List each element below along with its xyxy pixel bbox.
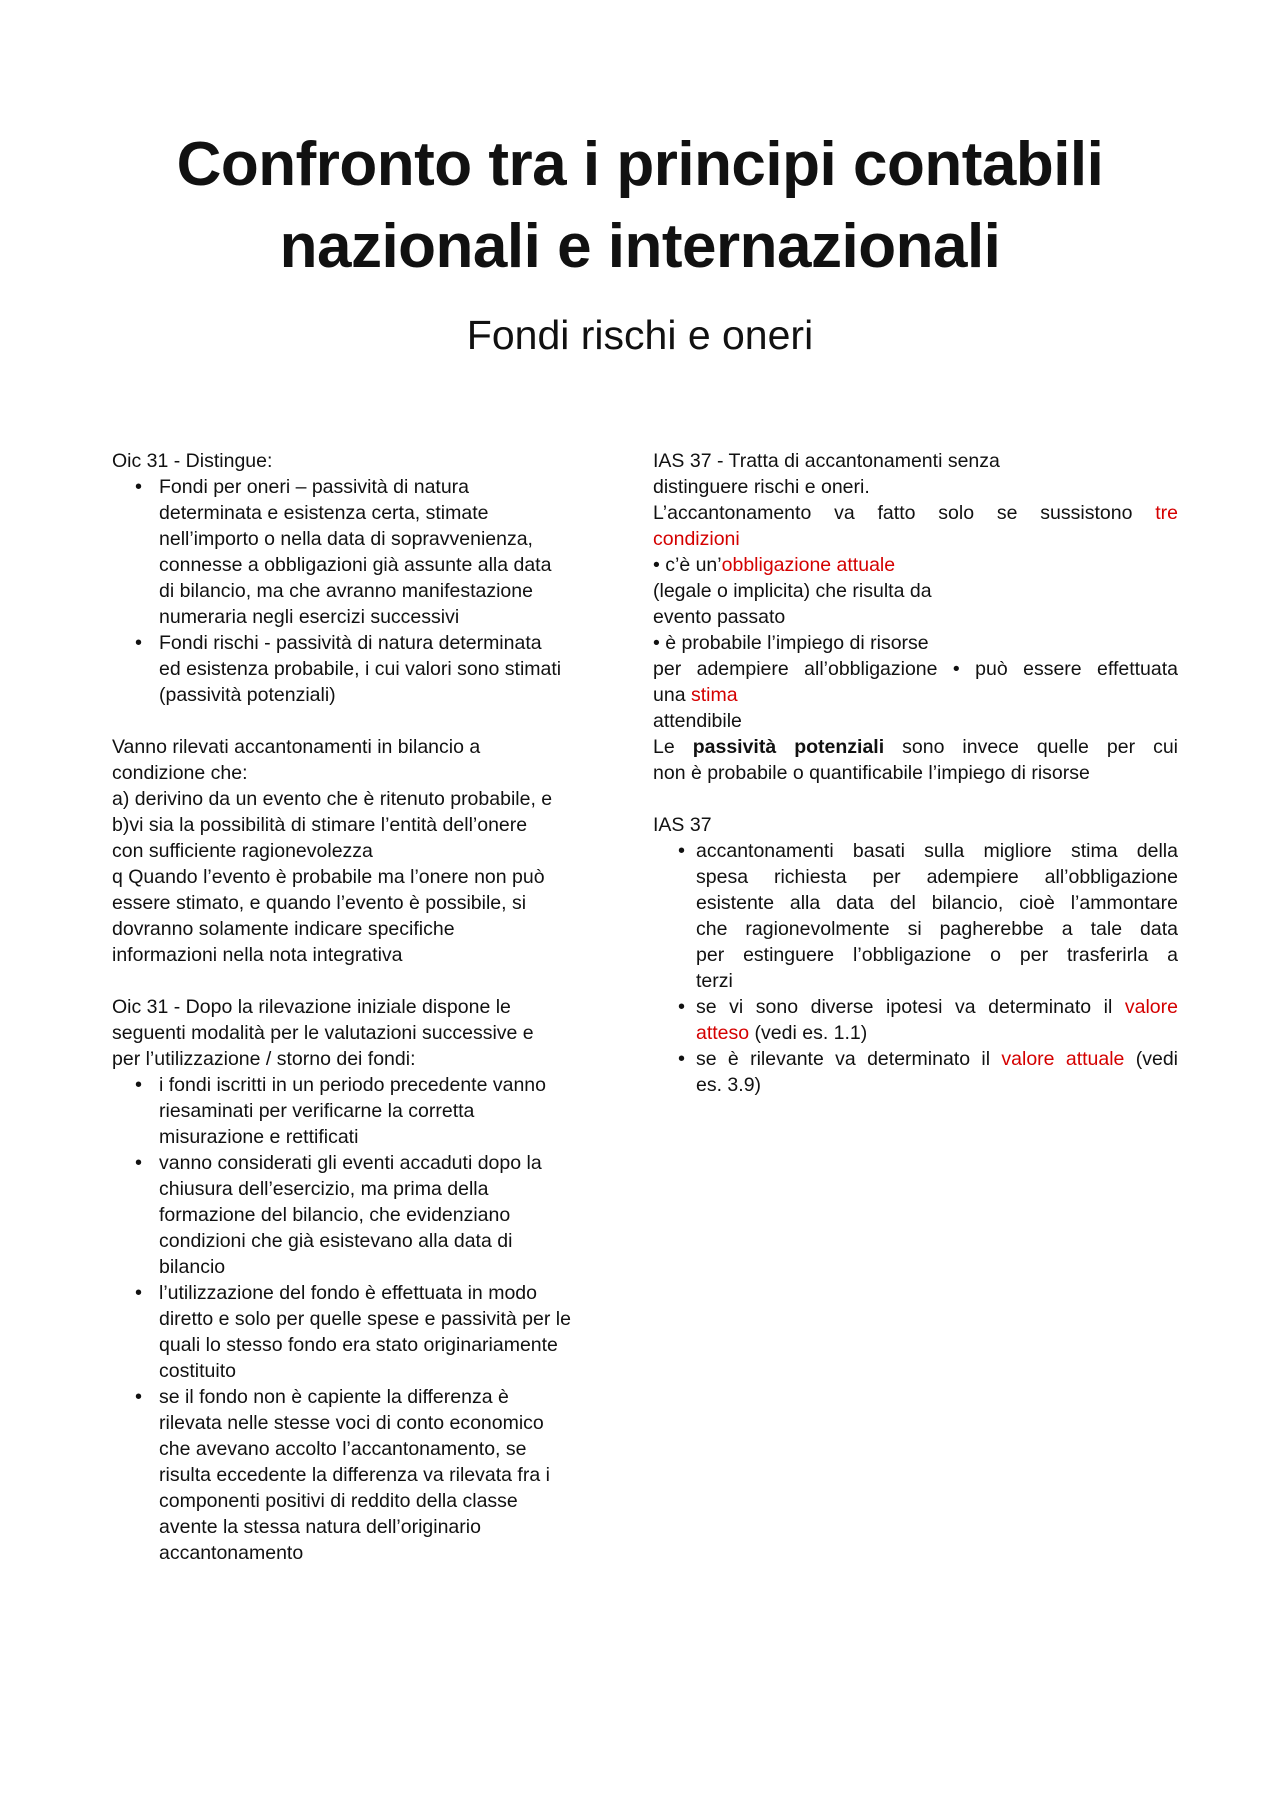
- text-run: seguenti modalità per le valutazioni successive e: [112, 1022, 534, 1044]
- left-column-oic31: [112, 448, 627, 1566]
- text-line: [159, 552, 627, 578]
- text-line: [159, 1072, 627, 1098]
- text-line: [653, 604, 1178, 630]
- text-run: componenti positivi di reddito della classe: [159, 1490, 518, 1512]
- text-line: [159, 1098, 627, 1124]
- text-line: [696, 890, 1178, 916]
- text-run: dovranno solamente indicare specifiche: [112, 918, 455, 940]
- text-run: vanno considerati gli eventi accaduti dopo la: [159, 1152, 542, 1174]
- text-run: una: [653, 684, 691, 706]
- spacer: [112, 968, 627, 994]
- text-line: [696, 838, 1178, 864]
- list-item: [653, 994, 1178, 1046]
- text-run: l’utilizzazione del fondo è effettuata in modo: [159, 1282, 537, 1304]
- text-run: (vedi es. 1.1): [749, 1022, 868, 1044]
- text-run: i fondi iscritti in un periodo precedente vanno: [159, 1074, 546, 1096]
- text-run: Oic 31 - Distingue:: [112, 450, 273, 472]
- text-run: IAS 37 - Tratta di accantonamenti senza: [653, 450, 1000, 472]
- text-run: Oic 31 - Dopo la rilevazione iniziale dispone le: [112, 996, 511, 1018]
- text-line: [696, 1020, 1178, 1046]
- text-line: [696, 1046, 1178, 1072]
- text-line: [159, 1358, 627, 1384]
- text-line: [112, 734, 627, 760]
- text-line: [112, 812, 627, 838]
- list-item: [112, 1150, 627, 1280]
- list-item: [112, 630, 627, 708]
- text-run: condizioni che già esistevano alla data di: [159, 1230, 513, 1252]
- text-line: [112, 1046, 627, 1072]
- text-run: • è probabile l’impiego di risorse: [653, 632, 929, 654]
- text-line: [653, 630, 1178, 656]
- text-run: di bilancio, ma che avranno manifestazione: [159, 580, 533, 602]
- paragraph: [112, 994, 627, 1072]
- text-line: [653, 500, 1178, 526]
- text-run: con sufficiente ragionevolezza: [112, 840, 373, 862]
- text-line: [653, 448, 1178, 474]
- text-line: [112, 890, 627, 916]
- text-run: L’accantonamento va fatto solo se sussistono: [653, 502, 1156, 524]
- title-line-2: nazionali e internazionali: [279, 212, 1001, 281]
- text-line: [112, 942, 627, 968]
- text-run: (legale o implicita) che risulta da: [653, 580, 932, 602]
- text-line: [159, 1488, 627, 1514]
- text-run: sono invece quelle per cui: [884, 736, 1179, 758]
- text-run: attendibile: [653, 710, 742, 732]
- text-line: [653, 526, 1178, 552]
- text-line: [696, 864, 1178, 890]
- highlighted-term: valore attuale: [1001, 1048, 1125, 1070]
- text-run: accantonamenti basati sulla migliore stima della: [696, 840, 1178, 862]
- text-run: distinguere rischi e oneri.: [653, 476, 870, 498]
- text-line: [159, 630, 627, 656]
- text-line: [653, 760, 1178, 786]
- bullet-icon: •: [678, 1048, 686, 1070]
- list-item: [653, 838, 1178, 994]
- text-run: per adempiere all’obbligazione • può essere effettuata: [653, 658, 1178, 680]
- spacer: [653, 786, 1178, 812]
- text-line: [159, 1462, 627, 1488]
- text-line: [159, 578, 627, 604]
- text-run: connesse a obbligazioni già assunte alla data: [159, 554, 552, 576]
- title-line-1: Confronto tra i principi contabili: [176, 130, 1104, 199]
- text-line: [159, 1202, 627, 1228]
- text-run: a) derivino da un evento che è ritenuto probabile, e: [112, 788, 553, 810]
- bullet-icon: •: [678, 996, 686, 1018]
- highlighted-term: valore: [1124, 996, 1178, 1018]
- text-run: costituito: [159, 1360, 236, 1382]
- text-line: [112, 864, 627, 890]
- text-run: Fondi rischi - passività di natura determinata: [159, 632, 542, 654]
- text-run: condizione che:: [112, 762, 248, 784]
- text-run: Le: [653, 736, 693, 758]
- paragraph: [653, 448, 1178, 786]
- text-run: q Quando l’evento è probabile ma l’onere non può: [112, 866, 545, 888]
- text-run: accantonamento: [159, 1542, 304, 1564]
- text-run: risulta eccedente la differenza va rilevata fra i: [159, 1464, 550, 1486]
- text-run: quali lo stesso fondo era stato originariamente: [159, 1334, 558, 1356]
- text-line: [159, 1280, 627, 1306]
- text-run: se vi sono diverse ipotesi va determinato il: [696, 996, 1125, 1018]
- text-run: formazione del bilancio, che evidenziano: [159, 1204, 511, 1226]
- text-run: se è rilevante va determinato il: [696, 1048, 1002, 1070]
- list-item: [653, 1046, 1178, 1098]
- text-line: [696, 994, 1178, 1020]
- text-run: per estinguere l’obbligazione o per trasferirla a: [696, 944, 1178, 966]
- text-line: [159, 1540, 627, 1566]
- text-line: [159, 1176, 627, 1202]
- spacer: [112, 708, 627, 734]
- text-run: non è probabile o quantificabile l’impiego di risorse: [653, 762, 1090, 784]
- text-line: [696, 1072, 1178, 1098]
- highlighted-term: obbligazione attuale: [721, 554, 896, 576]
- bold-term: passività potenziali: [692, 736, 885, 758]
- paragraph: [653, 812, 1178, 838]
- page-title: [0, 124, 1280, 288]
- text-line: [653, 474, 1178, 500]
- text-line: [159, 682, 627, 708]
- highlighted-term: atteso: [696, 1022, 750, 1044]
- bullet-icon: •: [135, 632, 143, 654]
- text-line: [653, 734, 1178, 760]
- bullet-icon: •: [135, 1282, 143, 1304]
- highlighted-term: tre: [1155, 502, 1178, 524]
- text-line: [653, 552, 1178, 578]
- text-run: nell’importo o nella data di sopravvenienza,: [159, 528, 533, 550]
- text-line: [159, 1254, 627, 1280]
- paragraph: [112, 734, 627, 968]
- text-line: [159, 1514, 627, 1540]
- text-line: [112, 448, 627, 474]
- text-line: [112, 1020, 627, 1046]
- text-run: diretto e solo per quelle spese e passività per le: [159, 1308, 571, 1330]
- bullet-icon: •: [135, 1074, 143, 1096]
- text-run: IAS 37: [653, 814, 712, 836]
- text-run: riesaminati per verificarne la corretta: [159, 1100, 475, 1122]
- text-run: rilevata nelle stesse voci di conto economico: [159, 1412, 544, 1434]
- bullet-icon: •: [135, 476, 143, 498]
- list-item: [112, 1072, 627, 1150]
- text-line: [112, 994, 627, 1020]
- text-run: spesa richiesta per adempiere all’obbligazione: [696, 866, 1178, 888]
- text-line: [112, 838, 627, 864]
- text-run: es. 3.9): [696, 1074, 762, 1096]
- text-line: [653, 578, 1178, 604]
- text-run: Fondi per oneri – passività di natura: [159, 476, 470, 498]
- text-run: (vedi: [1124, 1048, 1179, 1070]
- text-line: [159, 1384, 627, 1410]
- text-line: [653, 812, 1178, 838]
- text-run: terzi: [696, 970, 733, 992]
- text-run: • c’è un’: [653, 554, 722, 576]
- text-run: essere stimato, e quando l’evento è possibile, si: [112, 892, 527, 914]
- text-run: informazioni nella nota integrativa: [112, 944, 403, 966]
- bullet-icon: •: [135, 1386, 143, 1408]
- text-run: che avevano accolto l’accantonamento, se: [159, 1438, 527, 1460]
- text-run: b)vi sia la possibilità di stimare l’entità dell’onere: [112, 814, 528, 836]
- text-run: se il fondo non è capiente la differenza è: [159, 1386, 509, 1408]
- text-line: [159, 1332, 627, 1358]
- paragraph: [112, 448, 627, 474]
- text-run: esistente alla data del bilancio, cioè l’ammontare: [696, 892, 1178, 914]
- text-line: [696, 942, 1178, 968]
- text-line: [159, 1124, 627, 1150]
- list-item: [112, 1384, 627, 1566]
- text-run: bilancio: [159, 1256, 226, 1278]
- text-line: [159, 1410, 627, 1436]
- text-run: avente la stessa natura dell’originario: [159, 1516, 481, 1538]
- text-run: (passività potenziali): [159, 684, 336, 706]
- text-run: numeraria negli esercizi successivi: [159, 606, 460, 628]
- text-run: chiusura dell’esercizio, ma prima della: [159, 1178, 489, 1200]
- list-item: [112, 474, 627, 630]
- list-item: [112, 1280, 627, 1384]
- text-line: [159, 604, 627, 630]
- bullet-icon: •: [678, 840, 686, 862]
- text-run: ed esistenza probabile, i cui valori sono stimati: [159, 658, 562, 680]
- text-run: che ragionevolmente si pagherebbe a tale data: [696, 918, 1178, 940]
- text-line: [159, 500, 627, 526]
- text-line: [159, 1228, 627, 1254]
- text-line: [159, 1150, 627, 1176]
- page-subtitle: Fondi rischi e oneri: [466, 312, 814, 358]
- text-line: [112, 916, 627, 942]
- text-line: [159, 1306, 627, 1332]
- text-line: [112, 760, 627, 786]
- text-line: [159, 1436, 627, 1462]
- text-line: [696, 968, 1178, 994]
- text-run: determinata e esistenza certa, stimate: [159, 502, 489, 524]
- text-run: per l’utilizzazione / storno dei fondi:: [112, 1048, 416, 1070]
- right-column-ias37: [653, 448, 1178, 1098]
- text-line: [653, 708, 1178, 734]
- text-line: [159, 656, 627, 682]
- highlighted-term: stima: [690, 684, 738, 706]
- text-run: Vanno rilevati accantonamenti in bilancio a: [112, 736, 481, 758]
- bullet-icon: •: [135, 1152, 143, 1174]
- text-run: misurazione e rettificati: [159, 1126, 359, 1148]
- text-run: evento passato: [653, 606, 786, 628]
- text-line: [653, 656, 1178, 682]
- text-line: [112, 786, 627, 812]
- text-line: [653, 682, 1178, 708]
- text-line: [159, 526, 627, 552]
- text-line: [159, 474, 627, 500]
- highlighted-term: condizioni: [653, 528, 740, 550]
- text-line: [696, 916, 1178, 942]
